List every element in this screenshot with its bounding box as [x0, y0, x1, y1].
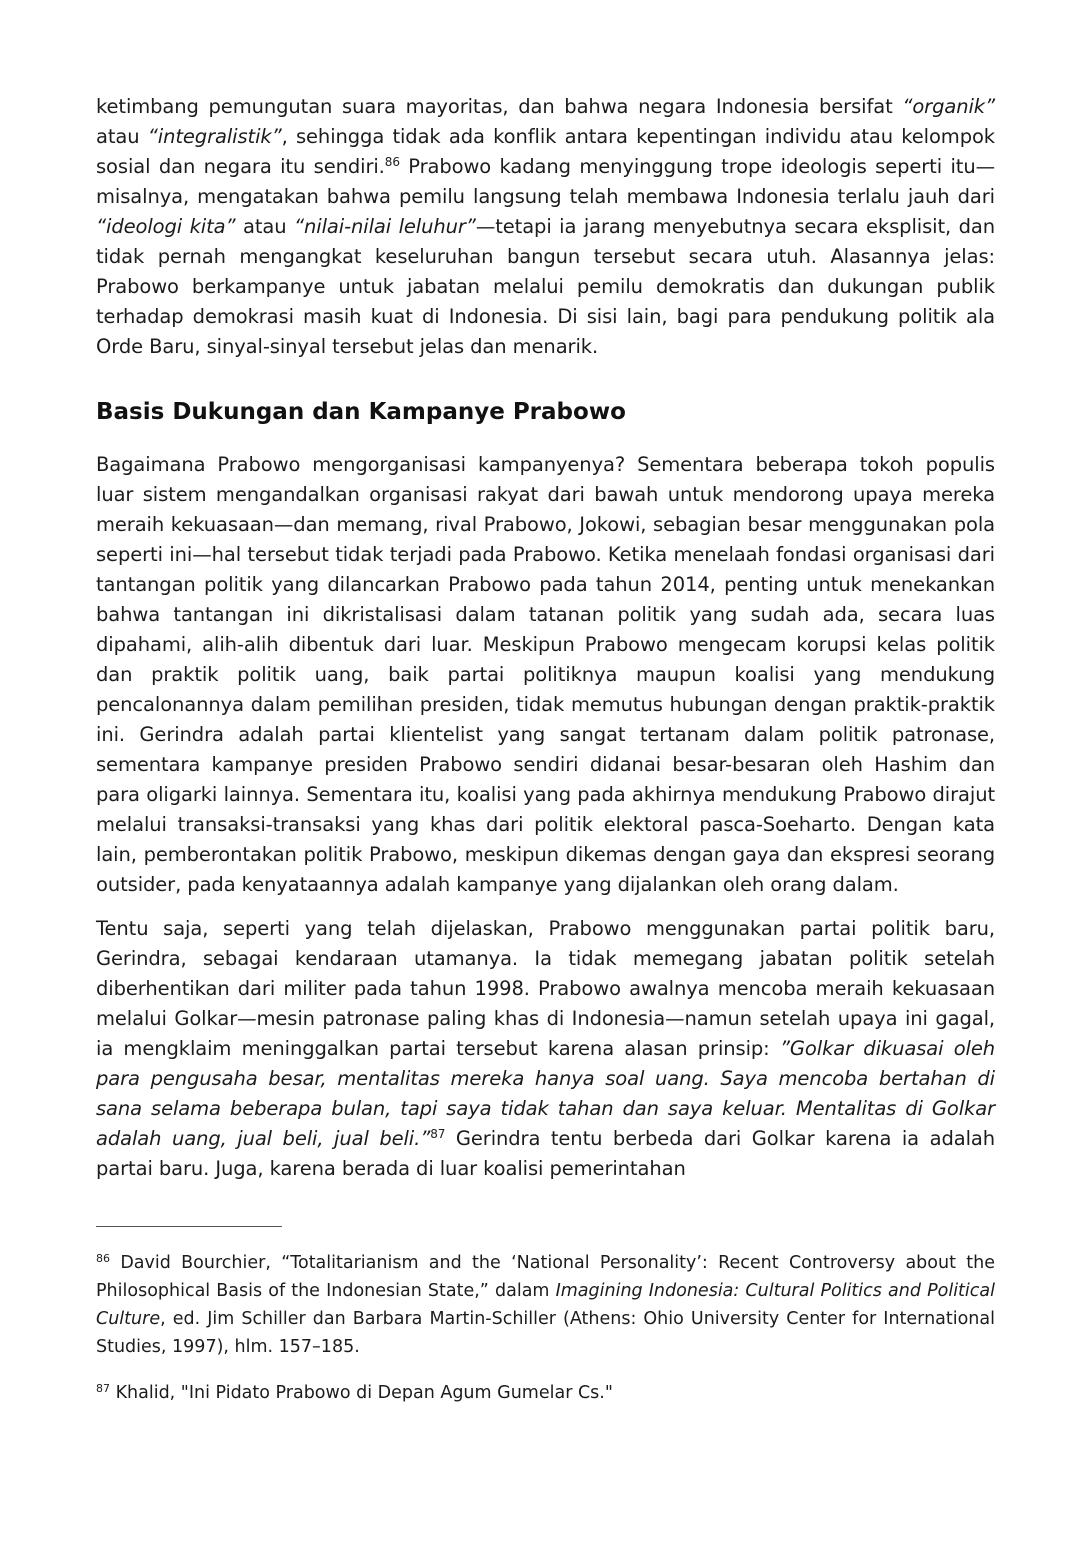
- footnote-ref-87[interactable]: 87: [430, 1127, 446, 1141]
- footnote-number: 86: [96, 1252, 110, 1265]
- footnote-text: , ed. Jim Schiller dan Barbara Martin-Schiller (Athens: Ohio University Center for International Studies, 1997), hlm. 157–185.: [96, 1309, 995, 1357]
- block-quote: ”Golkar dikuasai oleh para pengusaha besar, mentalitas mereka hanya soal uang. Saya mencoba bertahan di sana selama beberapa bulan, tapi saya tidak tahan dan saya keluar. Mentalitas di Golkar adalah uang, jual beli, jual beli.”: [96, 1037, 995, 1150]
- paragraph-3: [96, 914, 995, 1184]
- footnote-ref-86[interactable]: 86: [384, 155, 400, 169]
- footnote-divider: [96, 1226, 282, 1227]
- footnote-text: Khalid, "Ini Pidato Prabowo di Depan Agum Gumelar Cs.": [110, 1383, 613, 1403]
- italic-term: “ideologi kita”: [96, 215, 236, 238]
- footnote-book-title: Imagining Indonesia: Cultural Politics and Political Culture: [96, 1281, 995, 1329]
- text: atau: [235, 215, 295, 238]
- footnote-87: [96, 1379, 995, 1407]
- footnote-number: 87: [96, 1382, 110, 1395]
- text: Gerindra tentu berbeda dari Golkar karena ia adalah partai baru. Juga, karena berada di luar koalisi pemerintahan: [96, 1127, 995, 1180]
- footnote-86: [96, 1249, 995, 1361]
- text: —tetapi ia jarang menyebutnya secara eksplisit, dan tidak pernah mengangkat keseluruhan bangun tersebut secara utuh. Alasannya jelas: Prabowo berkampanye untuk jabatan melalui pemilu demokratis dan dukungan publik terhadap demokrasi masih kuat di Indonesia. Di sisi lain, bagi para pendukung politik ala Orde Baru, sinyal-sinyal tersebut jelas dan menarik.: [96, 215, 996, 358]
- text: Prabowo kadang menyinggung trope ideologis seperti itu—misalnya, mengatakan bahwa pemilu langsung telah membawa Indonesia terlalu jauh dari: [96, 155, 995, 208]
- paragraph-1: [96, 92, 995, 362]
- italic-term: “nilai-nilai leluhur”: [294, 215, 476, 238]
- section-heading: Basis Dukungan dan Kampanye Prabowo: [96, 399, 626, 425]
- italic-term: “integralistik”: [147, 125, 282, 148]
- footnote-text: David Bourchier, “Totalitarianism and the ‘National Personality’: Recent Controversy about the Philosophical Basis of the Indonesian State,” dalam: [96, 1253, 995, 1301]
- text: , sehingga tidak ada konflik antara kepentingan individu atau kelompok sosial dan negara itu sendiri.: [96, 125, 995, 178]
- document-page: [96, 92, 995, 1407]
- text: Tentu saja, seperti yang telah dijelaskan, Prabowo menggunakan partai politik baru, Gerindra, sebagai kendaraan utamanya. Ia tidak memegang jabatan politik setelah diberhentikan dari militer pada tahun 1998. Prabowo awalnya mencoba meraih kekuasaan melalui Golkar—mesin patronase paling khas di Indonesia—namun setelah upaya ini gagal, ia mengklaim meninggalkan partai tersebut karena alasan prinsip:: [96, 917, 995, 1060]
- text: atau: [96, 125, 148, 148]
- text: ketimbang pemungutan suara mayoritas, dan bahwa negara Indonesia bersifat: [96, 95, 903, 118]
- italic-term: “organik”: [902, 95, 995, 118]
- paragraph-2: Bagaimana Prabowo mengorganisasi kampanyenya? Sementara beberapa tokoh populis luar sistem mengandalkan organisasi rakyat dari bawah untuk mendorong upaya mereka meraih kekuasaan—dan memang, rival Prabowo, Jokowi, sebagian besar menggunakan pola seperti ini—hal tersebut tidak terjadi pada Prabowo. Ketika menelaah fondasi organisasi dari tantangan politik yang dilancarkan Prabowo pada tahun 2014, penting untuk menekankan bahwa tantangan ini dikristalisasi dalam tatanan politik yang sudah ada, secara luas dipahami, alih-alih dibentuk dari luar. Meskipun Prabowo mengecam korupsi kelas politik dan praktik politik uang, baik partai politiknya maupun koalisi yang mendukung pencalonannya dalam pemilihan presiden, tidak memutus hubungan dengan praktik-praktik ini. Gerindra adalah partai klientelist yang sangat tertanam dalam politik patronase, sementara kampanye presiden Prabowo sendiri didanai besar-besaran oleh Hashim dan para oligarki lainnya. Sementara itu, koalisi yang pada akhirnya mendukung Prabowo dirajut melalui transaksi-transaksi yang khas dari politik elektoral pasca-Soeharto. Dengan kata lain, pemberontakan politik Prabowo, meskipun dikemas dengan gaya dan ekspresi seorang outsider, pada kenyataannya adalah kampanye yang dijalankan oleh orang dalam.: [96, 453, 995, 896]
